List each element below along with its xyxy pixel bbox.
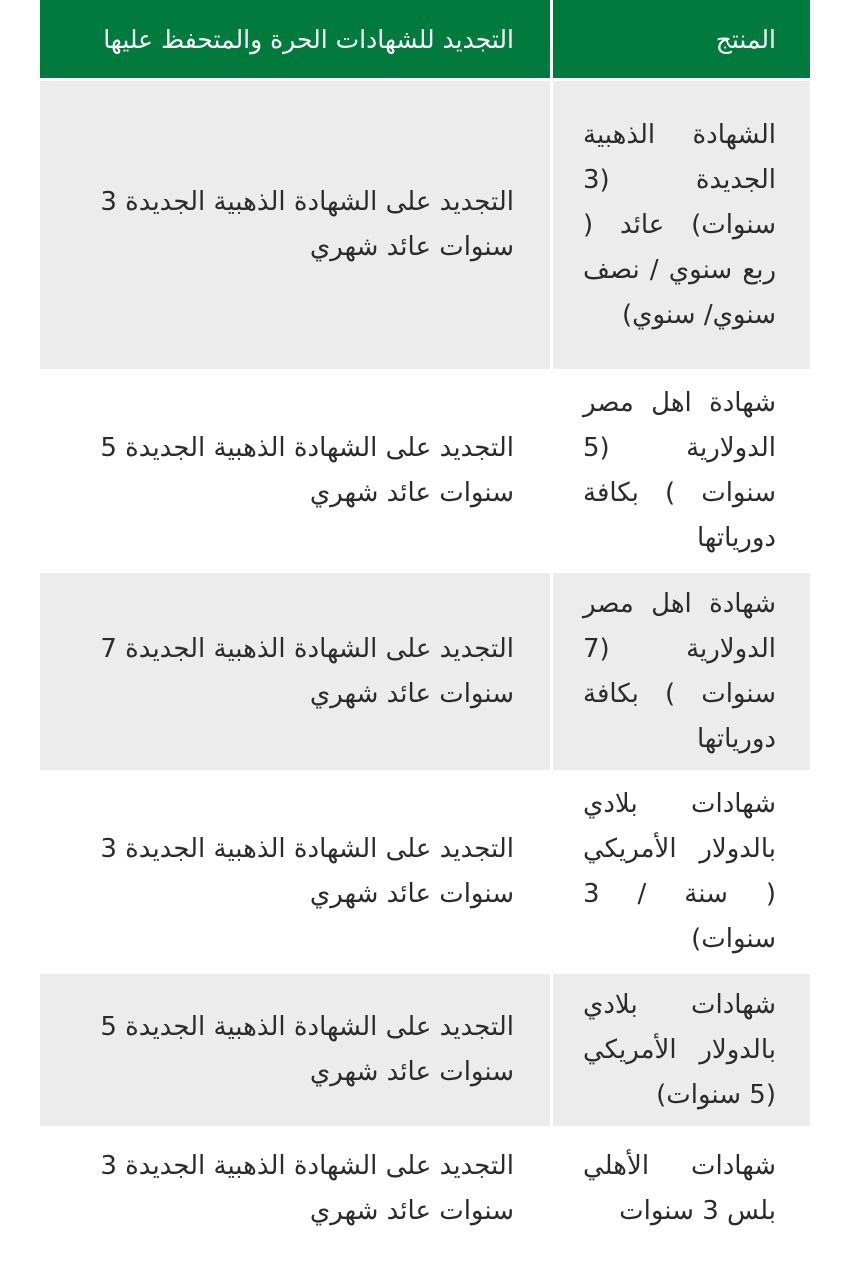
product-text: شهادات الأهلي بلس 3 سنوات	[583, 1151, 776, 1226]
renewal-cell	[40, 773, 550, 971]
table-row	[40, 573, 810, 773]
renewal-text: التجديد على الشهادة الذهبية الجديدة 3 سنوات عائد شهري	[100, 1151, 514, 1226]
certificates-renewal-table	[40, 0, 810, 1252]
product-text: شهادة اهل مصر الدولارية (7 سنوات ) بكافة دورياتها	[583, 588, 776, 754]
product-text: الشهادة الذهبية الجديدة (3 سنوات) عائد ( ربع سنوي / نصف سنوي/ سنوي)	[583, 119, 776, 330]
product-cell	[550, 372, 810, 570]
table-row	[40, 1129, 810, 1252]
table-row	[40, 372, 810, 573]
product-text: شهادة اهل مصر الدولارية (5 سنوات ) بكافة دورياتها	[583, 388, 776, 553]
renewal-text: التجديد على الشهادة الذهبية الجديدة 3 سنوات عائد شهري	[100, 834, 514, 909]
renewal-text: التجديد على الشهادة الذهبية الجديدة 5 سنوات عائد شهري	[100, 1012, 514, 1087]
table-header-row	[40, 0, 810, 81]
renewal-cell	[40, 974, 550, 1126]
product-text: شهادات بلادي بالدولار الأمريكي (5 سنوات)	[583, 989, 776, 1110]
renewal-cell	[40, 372, 550, 570]
product-text: شهادات بلادي بالدولار الأمريكي ( سنة / 3 سنوات)	[583, 789, 776, 954]
product-cell	[550, 573, 810, 770]
renewal-text: التجديد على الشهادة الذهبية الجديدة 7 سنوات عائد شهري	[100, 633, 514, 709]
product-cell	[550, 974, 810, 1126]
renewal-text: التجديد على الشهادة الذهبية الجديدة 5 سنوات عائد شهري	[100, 433, 514, 508]
table-row	[40, 773, 810, 974]
header-renewal	[40, 0, 550, 78]
renewal-cell	[40, 81, 550, 369]
renewal-cell	[40, 573, 550, 770]
table-row	[40, 81, 810, 372]
table-row	[40, 974, 810, 1129]
header-product	[550, 0, 810, 78]
renewal-text: التجديد على الشهادة الذهبية الجديدة 3 سنوات عائد شهري	[100, 187, 514, 262]
product-cell	[550, 773, 810, 971]
product-cell	[550, 1129, 810, 1249]
header-product-label: المنتج	[715, 24, 776, 54]
header-renewal-label: التجديد للشهادات الحرة والمتحفظ عليها	[103, 24, 514, 54]
product-cell	[550, 81, 810, 369]
renewal-cell	[40, 1129, 550, 1249]
